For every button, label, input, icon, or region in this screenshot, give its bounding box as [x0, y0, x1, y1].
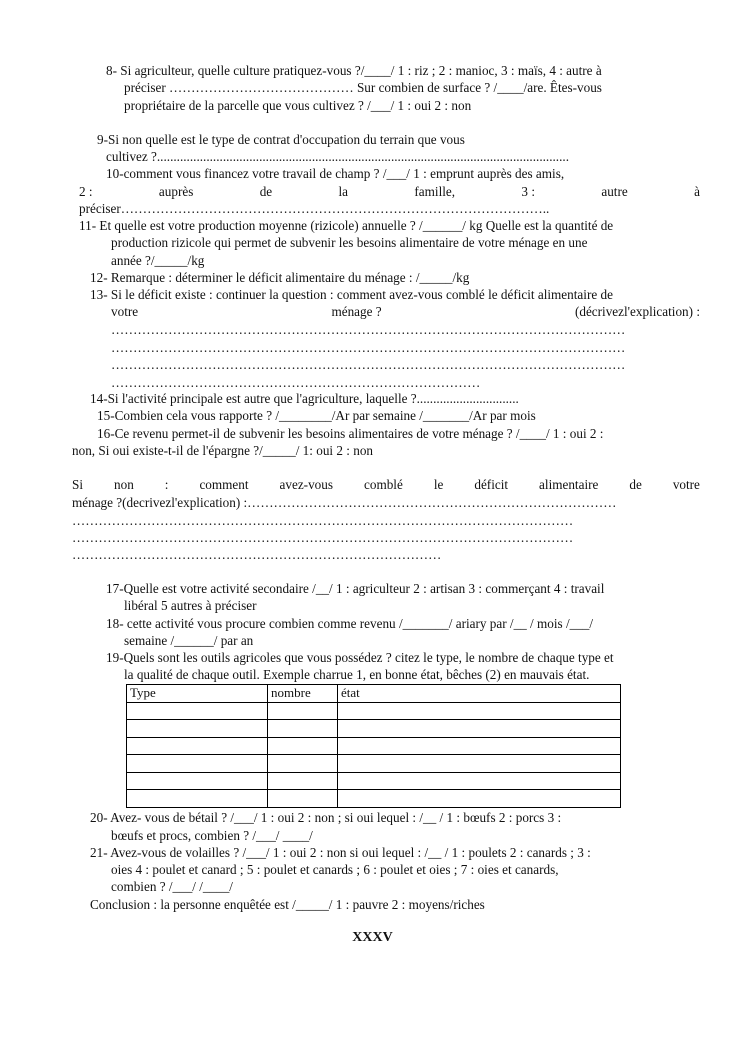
table-cell[interactable] [127, 790, 268, 808]
q10-word: autre [601, 184, 628, 199]
sinon-word: avez-vous [279, 477, 333, 492]
q9-line-2: cultivez ?............................................................................................................................. [106, 149, 569, 164]
sinon-word: votre [672, 477, 700, 492]
q11-line-2: production rizicole qui permet de subvenir les besoins alimentaire de votre ménage en une [111, 235, 588, 250]
page-number: XXXV [352, 930, 393, 945]
table-cell[interactable] [338, 790, 621, 808]
table-row [127, 772, 621, 790]
q10-word: famille, [414, 184, 456, 199]
table-cell[interactable] [338, 702, 621, 720]
q10-word: de [259, 184, 273, 199]
table-cell[interactable] [268, 737, 338, 755]
q16-line-1: 16-Ce revenu permet-il de subvenir les besoins alimentaires de votre ménage ? /____/ 1 : oui 2 : [97, 426, 604, 441]
table-row [127, 720, 621, 738]
q13-line-2 [111, 304, 700, 320]
table-cell[interactable] [338, 772, 621, 790]
q18-line-1: 18- cette activité vous procure combien comme revenu /_______/ ariary par /__ / mois /___/ [106, 616, 594, 631]
table-row [127, 755, 621, 773]
table-cell[interactable] [127, 720, 268, 738]
q20-line-1: 20- Avez- vous de bétail ? /___/ 1 : oui 2 : non ; si oui lequel : /__ / 1 : bœufs 2 : porcs 3 : [90, 810, 562, 825]
table-cell[interactable] [268, 702, 338, 720]
q13-word: (décrivezl'explication) : [574, 304, 700, 319]
sinon-dotted-line: …………………………………………………………………………………………………… [72, 513, 574, 528]
q8-line-3: propriétaire de la parcelle que vous cultivez ? /___/ 1 : oui 2 : non [124, 98, 472, 113]
sinon-word: : [164, 477, 169, 492]
table-row [127, 737, 621, 755]
q10-word: la [338, 184, 349, 199]
table-row [127, 702, 621, 720]
table-cell[interactable] [268, 720, 338, 738]
table-header-etat: état [338, 685, 621, 703]
q10-line-1: 10-comment vous financez votre travail de champ ? /___/ 1 : emprunt auprès des amis, [106, 166, 565, 181]
q10-word: à [694, 184, 700, 199]
q13-word: votre [111, 304, 139, 319]
table-cell[interactable] [127, 772, 268, 790]
q16-line-2: non, Si oui existe-t-il de l'épargne ?/_____/ 1: oui 2 : non [72, 443, 374, 458]
tools-table [126, 684, 621, 808]
sinon-word: déficit [474, 477, 509, 492]
sinon-line-2: ménage ?(decrivezl'explication) :………………………………………………………………………… [72, 495, 617, 510]
sinon-word: de [629, 477, 642, 492]
table-header-type: Type [127, 685, 268, 703]
conclusion-line: Conclusion : la personne enquêtée est /_____/ 1 : pauvre 2 : moyens/riches [90, 897, 485, 912]
q12-line: 12- Remarque : déterminer le déficit alimentaire du ménage : /_____/kg [90, 270, 470, 285]
q14-line: 14-Si l'activité principale est autre que l'agriculture, laquelle ?............................... [90, 391, 519, 406]
sinon-dotted-line: ………………………………………………………………………… [72, 547, 442, 562]
sinon-word: comblé [364, 477, 403, 492]
q13-line-1: 13- Si le déficit existe : continuer la question : comment avez-vous comblé le déficit alimentaire de [90, 287, 613, 302]
q10-word: 3 : [521, 184, 535, 199]
sinon-word: alimentaire [539, 477, 599, 492]
table-cell[interactable] [127, 702, 268, 720]
q13-word: ménage ? [331, 304, 382, 319]
q18-line-2: semaine /______/ par an [124, 633, 254, 648]
table-cell[interactable] [127, 737, 268, 755]
table-cell[interactable] [338, 720, 621, 738]
q13-dotted-line: ……………………………………………………………………………………………………… [111, 357, 626, 372]
table-cell[interactable] [338, 755, 621, 773]
q11-line-1: 11- Et quelle est votre production moyenne (rizicole) annuelle ? /______/ kg Quelle est la quantité de [79, 218, 614, 233]
table-cell[interactable] [268, 790, 338, 808]
q19-line-2: la qualité de chaque outil. Exemple charrue 1, en bonne état, bêches (2) en mauvais état. [124, 667, 590, 682]
table-row [127, 790, 621, 808]
table-header-row [127, 685, 621, 703]
sinon-word: comment [199, 477, 249, 492]
q17-line-2: libéral 5 autres à préciser [124, 598, 257, 613]
sinon-word: le [433, 477, 444, 492]
q19-line-1: 19-Quels sont les outils agricoles que vous possédez ? citez le type, le nombre de chaque type et [106, 650, 614, 665]
q21-line-3: combien ? /___/ /____/ [111, 879, 233, 894]
q8-line-1: 8- Si agriculteur, quelle culture pratiquez-vous ?/____/ 1 : riz ; 2 : manioc, 3 : maïs, 4 : autre à [106, 63, 602, 78]
q10-word: 2 : [79, 184, 93, 199]
q13-dotted-line: ……………………………………………………………………………………………………… [111, 340, 626, 355]
q11-line-3: année ?/_____/kg [111, 253, 205, 268]
q20-line-2: bœufs et procs, combien ? /___/ ____/ [111, 828, 313, 843]
table-cell[interactable] [268, 755, 338, 773]
table-header-nombre: nombre [268, 685, 338, 703]
sinon-word: non [114, 477, 134, 492]
sinon-word: Si [72, 477, 83, 492]
q10-line-2 [79, 184, 700, 200]
sinon-line-1 [72, 477, 700, 493]
q10-line-3: préciser…………………………………………………………………………………….. [79, 201, 550, 216]
q21-line-1: 21- Avez-vous de volailles ? /___/ 1 : oui 2 : non si oui lequel : /__ / 1 : poulets 2 : canards ; 3 : [90, 845, 591, 860]
q21-line-2: oies 4 : poulet et canard ; 5 : poulet et canards ; 6 : poulet et oies ; 7 : oies et canards, [111, 862, 559, 877]
q15-line: 15-Combien cela vous rapporte ? /________/Ar par semaine /_______/Ar par mois [97, 408, 536, 423]
sinon-dotted-line: …………………………………………………………………………………………………… [72, 530, 574, 545]
q8-line-2: préciser …………………………………… Sur combien de surface ? /____/are. Êtes-vous [124, 80, 602, 95]
q10-word: auprès [158, 184, 194, 199]
q9-line-1: 9-Si non quelle est le type de contrat d'occupation du terrain que vous [97, 132, 465, 147]
q13-dotted-line: ………………………………………………………………………… [111, 375, 481, 390]
table-cell[interactable] [338, 737, 621, 755]
table-cell[interactable] [127, 755, 268, 773]
q13-dotted-line: ……………………………………………………………………………………………………… [111, 322, 626, 337]
q17-line-1: 17-Quelle est votre activité secondaire /__/ 1 : agriculteur 2 : artisan 3 : commerçant 4 : travail [106, 581, 605, 596]
table-cell[interactable] [268, 772, 338, 790]
